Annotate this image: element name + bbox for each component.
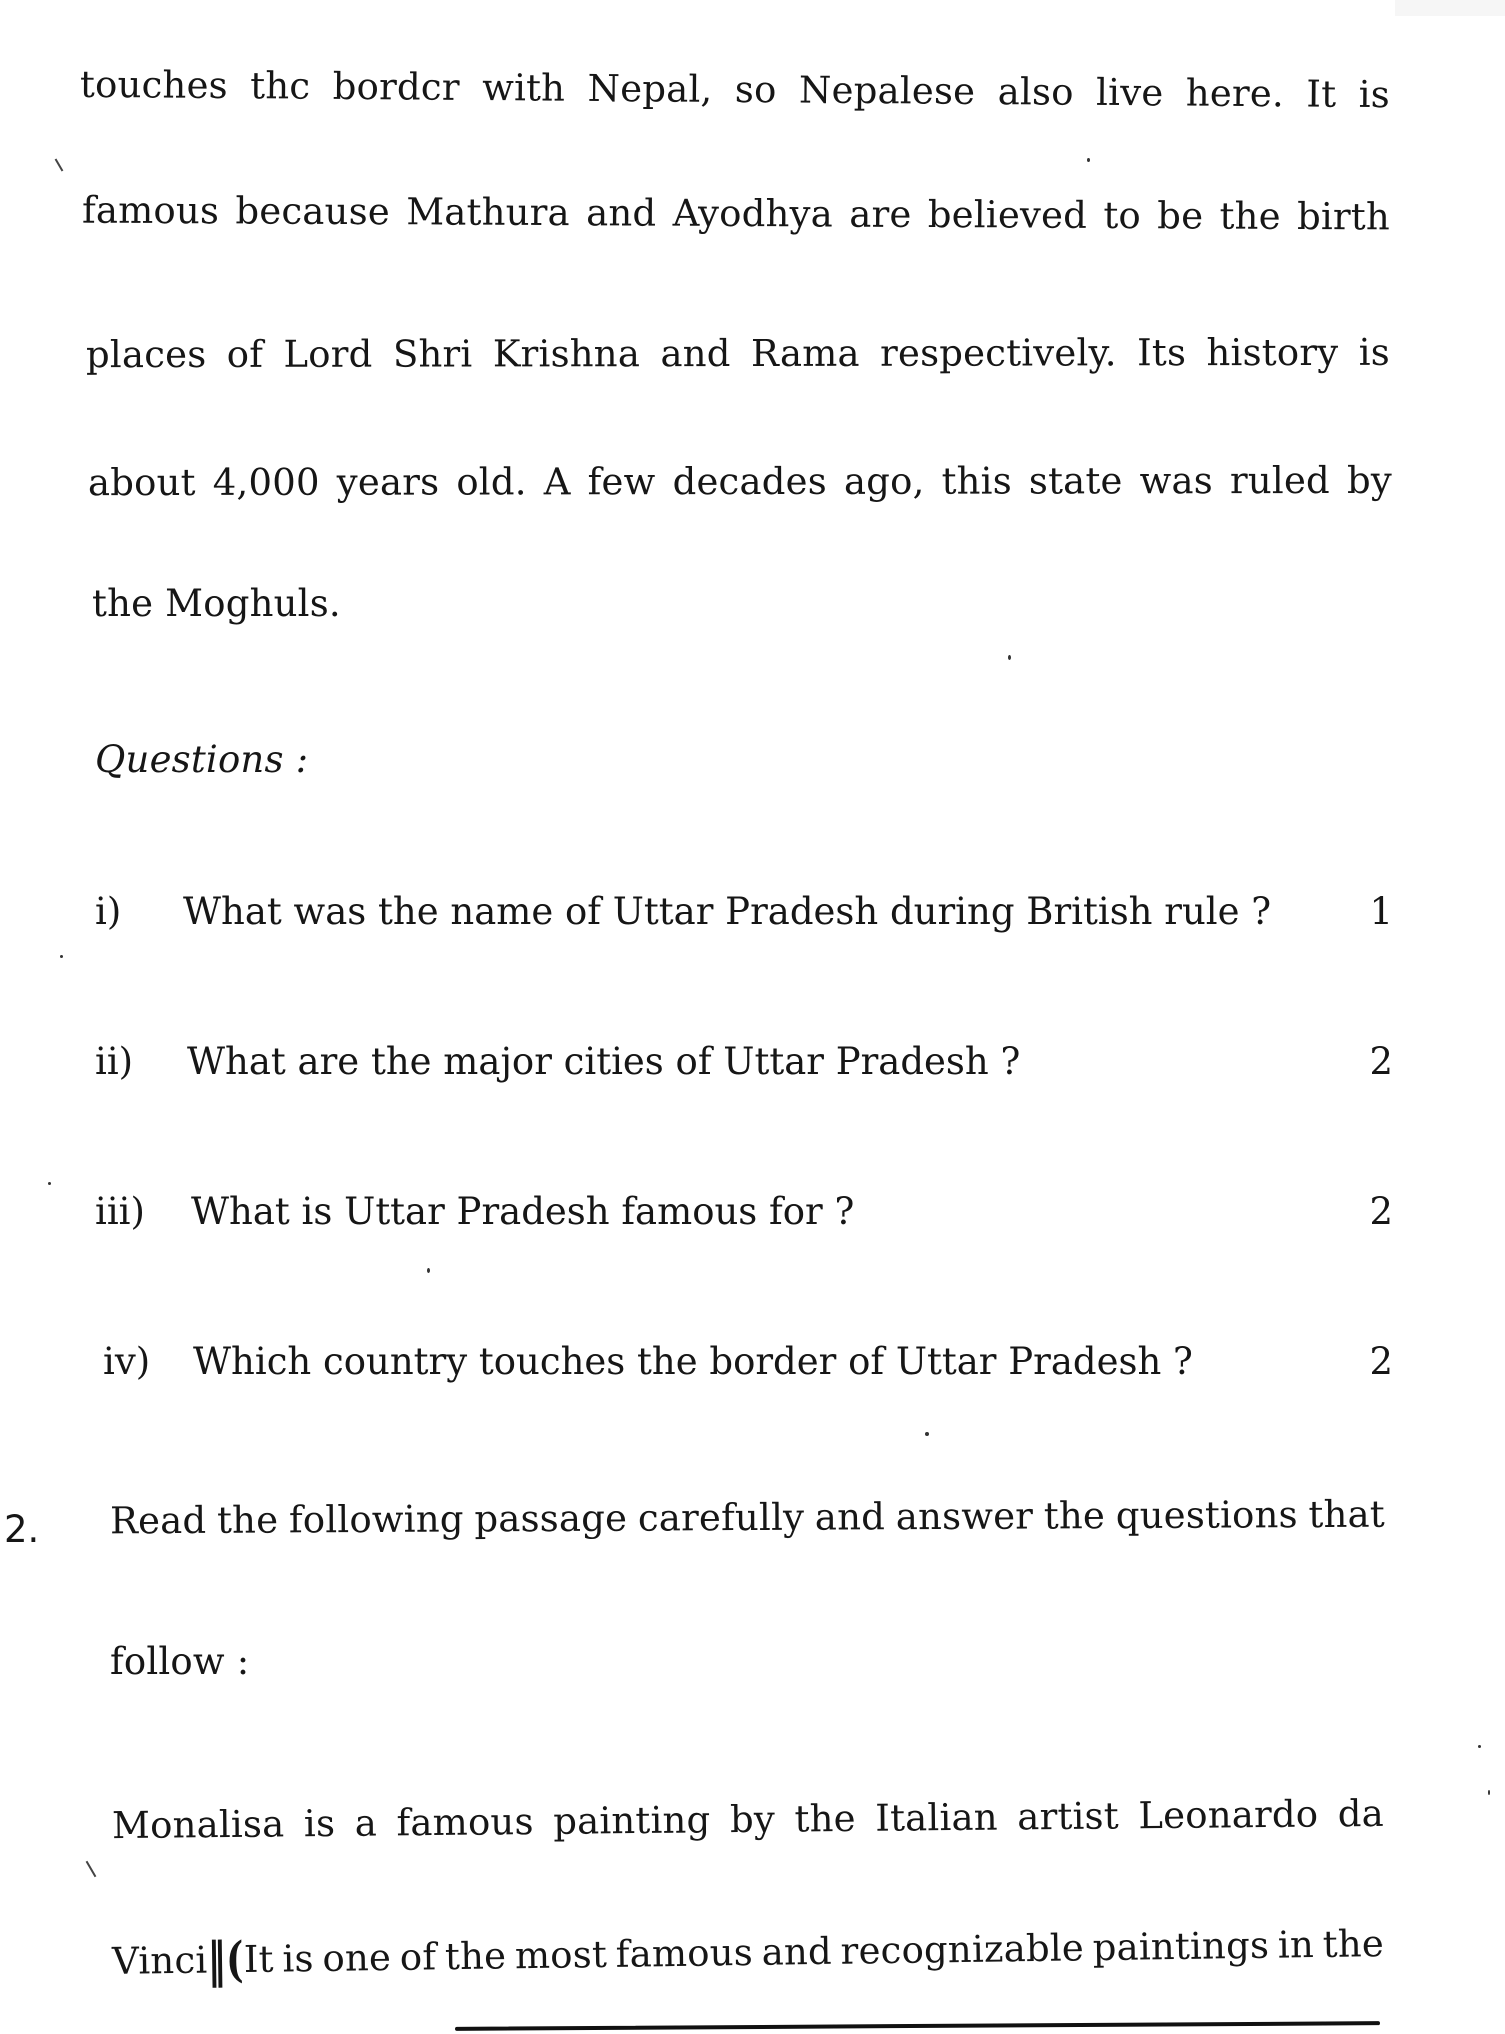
word: believed xyxy=(927,193,1088,237)
question-marks: 2 xyxy=(1369,1340,1393,1383)
word: by xyxy=(1346,458,1392,502)
word: touches xyxy=(79,62,229,108)
word: is xyxy=(282,1937,314,1981)
passage-line-1 xyxy=(80,63,1390,117)
word: passage xyxy=(474,1496,628,1541)
word: and xyxy=(814,1495,886,1539)
word: be xyxy=(1157,194,1204,238)
word: Mathura xyxy=(406,190,570,235)
word: Italian xyxy=(875,1795,998,1840)
word: and xyxy=(660,332,731,376)
section-2-instruction-line-1 xyxy=(110,1493,1385,1544)
word: in xyxy=(1277,1923,1315,1967)
scan-artifact xyxy=(1008,655,1011,660)
word: with xyxy=(481,66,566,110)
word: famous xyxy=(396,1800,534,1845)
question-number: iii) xyxy=(95,1190,145,1233)
questions-heading: Questions : xyxy=(95,738,309,781)
question-marks: 2 xyxy=(1369,1040,1393,1083)
scan-artifact xyxy=(48,1182,51,1185)
word: is xyxy=(1358,72,1391,117)
section-number: 2. xyxy=(4,1508,40,1551)
word: answer xyxy=(895,1494,1034,1539)
word: ago, xyxy=(843,459,925,503)
question-text: Which country touches the border of Uttar Pradesh ? xyxy=(193,1340,1193,1383)
scan-artifact xyxy=(60,955,63,958)
word: a xyxy=(354,1801,378,1845)
word: by xyxy=(729,1797,776,1842)
word: Its xyxy=(1137,331,1187,375)
word: and xyxy=(761,1929,833,1974)
word: also xyxy=(997,70,1074,114)
question-marks: 2 xyxy=(1369,1190,1393,1233)
handwritten-mark: ‖( xyxy=(206,1930,245,1989)
word: A xyxy=(543,460,571,504)
word: birth xyxy=(1296,194,1391,239)
word-vinci: Vinci xyxy=(111,1938,208,1983)
word: one xyxy=(322,1935,392,1980)
word: most xyxy=(514,1932,608,1978)
word: was xyxy=(1139,459,1213,503)
word: Read xyxy=(109,1498,207,1543)
word: ruled xyxy=(1229,458,1330,503)
word: Nepal, xyxy=(587,66,713,111)
word: is xyxy=(1358,330,1390,374)
word: famous xyxy=(615,1930,754,1976)
word: because xyxy=(235,189,391,234)
word: painting xyxy=(553,1798,711,1843)
word: questions xyxy=(1115,1493,1298,1538)
word: that xyxy=(1308,1492,1386,1537)
scan-artifact xyxy=(925,1432,929,1436)
question-text: What was the name of Uttar Pradesh during British rule ? xyxy=(183,890,1272,933)
word: Shri xyxy=(392,332,473,376)
word: is xyxy=(303,1801,336,1846)
word: Rama xyxy=(750,331,860,375)
word: artist xyxy=(1017,1794,1120,1839)
word: the xyxy=(1043,1494,1106,1538)
word: live xyxy=(1095,70,1164,115)
word: places xyxy=(85,332,207,377)
word: years xyxy=(336,460,440,504)
scan-artifact xyxy=(427,1268,430,1273)
word: following xyxy=(288,1497,464,1542)
scan-corner-shade xyxy=(1395,0,1505,16)
word: the xyxy=(1322,1922,1385,1966)
word: Leonardo xyxy=(1138,1792,1319,1838)
word: are xyxy=(849,192,912,236)
word: here. xyxy=(1185,71,1285,116)
word: da xyxy=(1337,1791,1385,1836)
word: of xyxy=(399,1935,437,1979)
pen-underline xyxy=(455,2021,1380,2031)
passage-line-5: the Moghuls. xyxy=(92,582,341,625)
passage-line-2 xyxy=(82,189,1390,240)
word: paintings xyxy=(1092,1923,1270,1970)
scan-artifact xyxy=(86,1861,97,1878)
word: Ayodhya xyxy=(672,191,834,236)
passage-line-4 xyxy=(88,459,1392,505)
passage-line-3 xyxy=(86,331,1390,377)
word: Lord xyxy=(283,332,373,376)
scan-artifact xyxy=(55,158,64,171)
question-text: What is Uttar Pradesh famous for ? xyxy=(191,1190,855,1233)
question-marks: 1 xyxy=(1369,890,1393,933)
word: It xyxy=(243,1937,274,1982)
word: this xyxy=(941,459,1012,503)
word: the xyxy=(1219,194,1281,238)
word: few xyxy=(587,460,656,504)
question-number: iv) xyxy=(103,1340,151,1383)
word: state xyxy=(1028,459,1123,503)
word: recognizable xyxy=(840,1926,1085,1973)
word: the xyxy=(216,1498,279,1542)
word: famous xyxy=(81,188,220,233)
question-number: i) xyxy=(95,890,122,933)
monalisa-passage-line-1 xyxy=(112,1792,1384,1848)
section-2-instruction-line-2: follow : xyxy=(110,1640,250,1683)
monalisa-passage-line-2-rest xyxy=(243,1922,1384,1982)
question-text: What are the major cities of Uttar Pradesh ? xyxy=(187,1040,1021,1083)
word: It xyxy=(1306,72,1337,116)
word: history xyxy=(1206,330,1339,375)
word: about xyxy=(87,460,196,505)
word: decades xyxy=(672,459,827,504)
scan-artifact xyxy=(1488,1790,1490,1795)
word: Monalisa xyxy=(111,1802,285,1848)
word: old. xyxy=(456,460,527,504)
scan-artifact xyxy=(1087,158,1090,162)
word: and xyxy=(586,191,657,235)
word: Nepalese xyxy=(798,68,976,113)
question-number: ii) xyxy=(95,1040,134,1083)
monalisa-passage-line-2 xyxy=(111,1921,1385,1989)
word: Krishna xyxy=(492,332,641,376)
scan-artifact xyxy=(1478,1745,1481,1748)
word: respectively. xyxy=(880,331,1117,375)
word: the xyxy=(444,1934,507,1979)
word: the xyxy=(794,1796,856,1841)
word: thc xyxy=(250,64,311,108)
word: so xyxy=(734,67,777,112)
word: 4,000 xyxy=(212,460,320,504)
word: bordcr xyxy=(332,64,460,109)
word: to xyxy=(1103,193,1142,238)
word: of xyxy=(226,332,264,376)
word: carefully xyxy=(637,1495,805,1540)
